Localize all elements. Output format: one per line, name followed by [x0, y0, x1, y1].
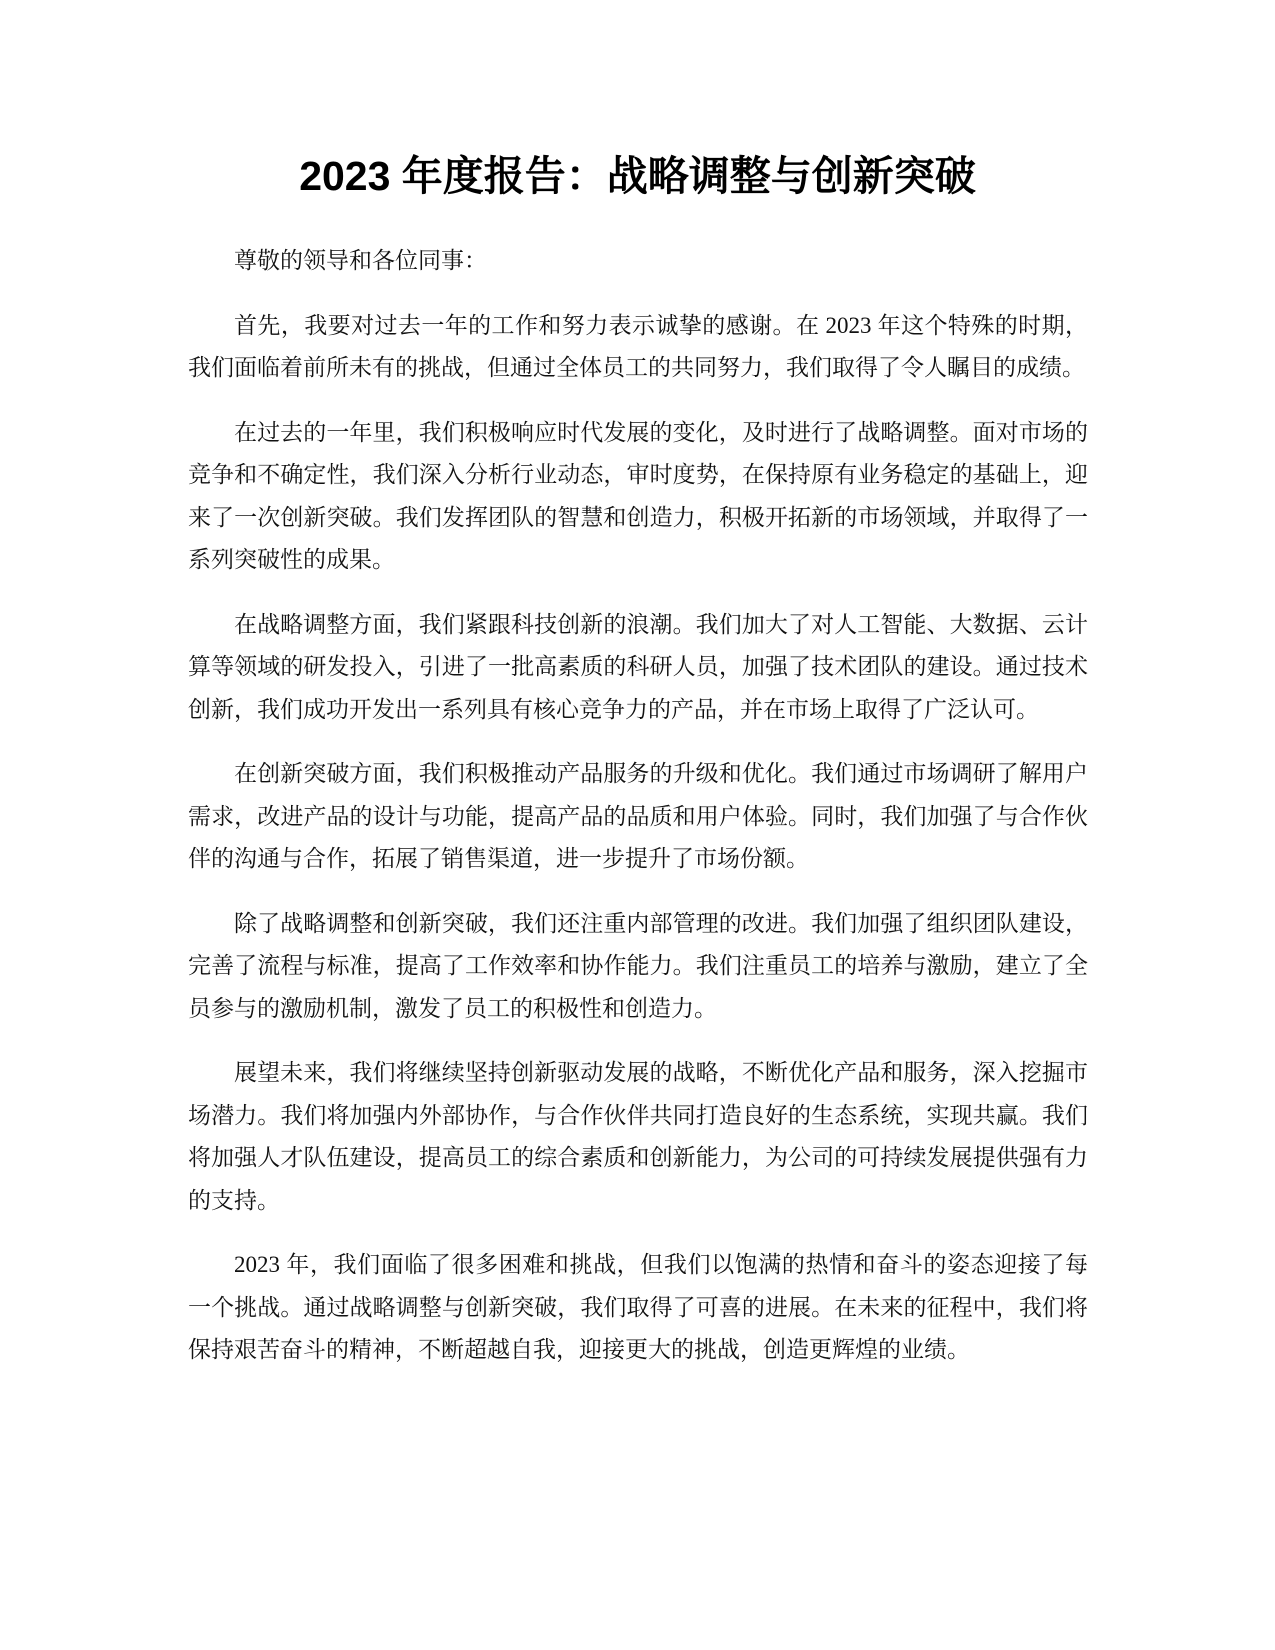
closing-paragraph: 2023 年，我们面临了很多困难和挑战，但我们以饱满的热情和奋斗的姿态迎接了每一个挑战。通过战略调整与创新突破，我们取得了可喜的进展。在未来的征程中，我们将保持艰苦奋斗的精神，不断超越自我，迎接更大的挑战，创造更辉煌的业绩。 [188, 1252, 1088, 1362]
document-body [188, 240, 1088, 1394]
body-paragraph: 在过去的一年里，我们积极响应时代发展的变化，及时进行了战略调整。面对市场的竞争和不确定性，我们深入分析行业动态，审时度势，在保持原有业务稳定的基础上，迎来了一次创新突破。我们发挥团队的智慧和创造力，积极开拓新的市场领域，并取得了一系列突破性的成果。 [188, 419, 1088, 572]
body-paragraph: 在创新突破方面，我们积极推动产品服务的升级和优化。我们通过市场调研了解用户需求，改进产品的设计与功能，提高产品的品质和用户体验。同时，我们加强了与合作伙伴的沟通与合作，拓展了销售渠道，进一步提升了市场份额。 [188, 761, 1088, 871]
document-title: 2023 年度报告：战略调整与创新突破 [299, 153, 976, 199]
greeting-paragraph: 尊敬的领导和各位同事： [234, 248, 487, 273]
body-paragraph: 在战略调整方面，我们紧跟科技创新的浪潮。我们加大了对人工智能、大数据、云计算等领域的研发投入，引进了一批高素质的科研人员，加强了技术团队的建设。通过技术创新，我们成功开发出一系列具有核心竞争力的产品，并在市场上取得了广泛认可。 [188, 611, 1088, 722]
body-paragraph: 除了战略调整和创新突破，我们还注重内部管理的改进。我们加强了组织团队建设，完善了流程与标准，提高了工作效率和协作能力。我们注重员工的培养与激励，建立了全员参与的激励机制，激发了员工的积极性和创造力。 [188, 910, 1088, 1021]
body-paragraph: 首先，我要对过去一年的工作和努力表示诚挚的感谢。在 2023 年这个特殊的时期，我们面临着前所未有的挑战，但通过全体员工的共同努力，我们取得了令人瞩目的成绩。 [188, 312, 1088, 380]
body-paragraph: 展望未来，我们将继续坚持创新驱动发展的战略，不断优化产品和服务，深入挖掘市场潜力。我们将加强内外部协作，与合作伙伴共同打造良好的生态系统，实现共赢。我们将加强人才队伍建设，提高员工的综合素质和创新能力，为公司的可持续发展提供强有力的支持。 [188, 1060, 1088, 1213]
